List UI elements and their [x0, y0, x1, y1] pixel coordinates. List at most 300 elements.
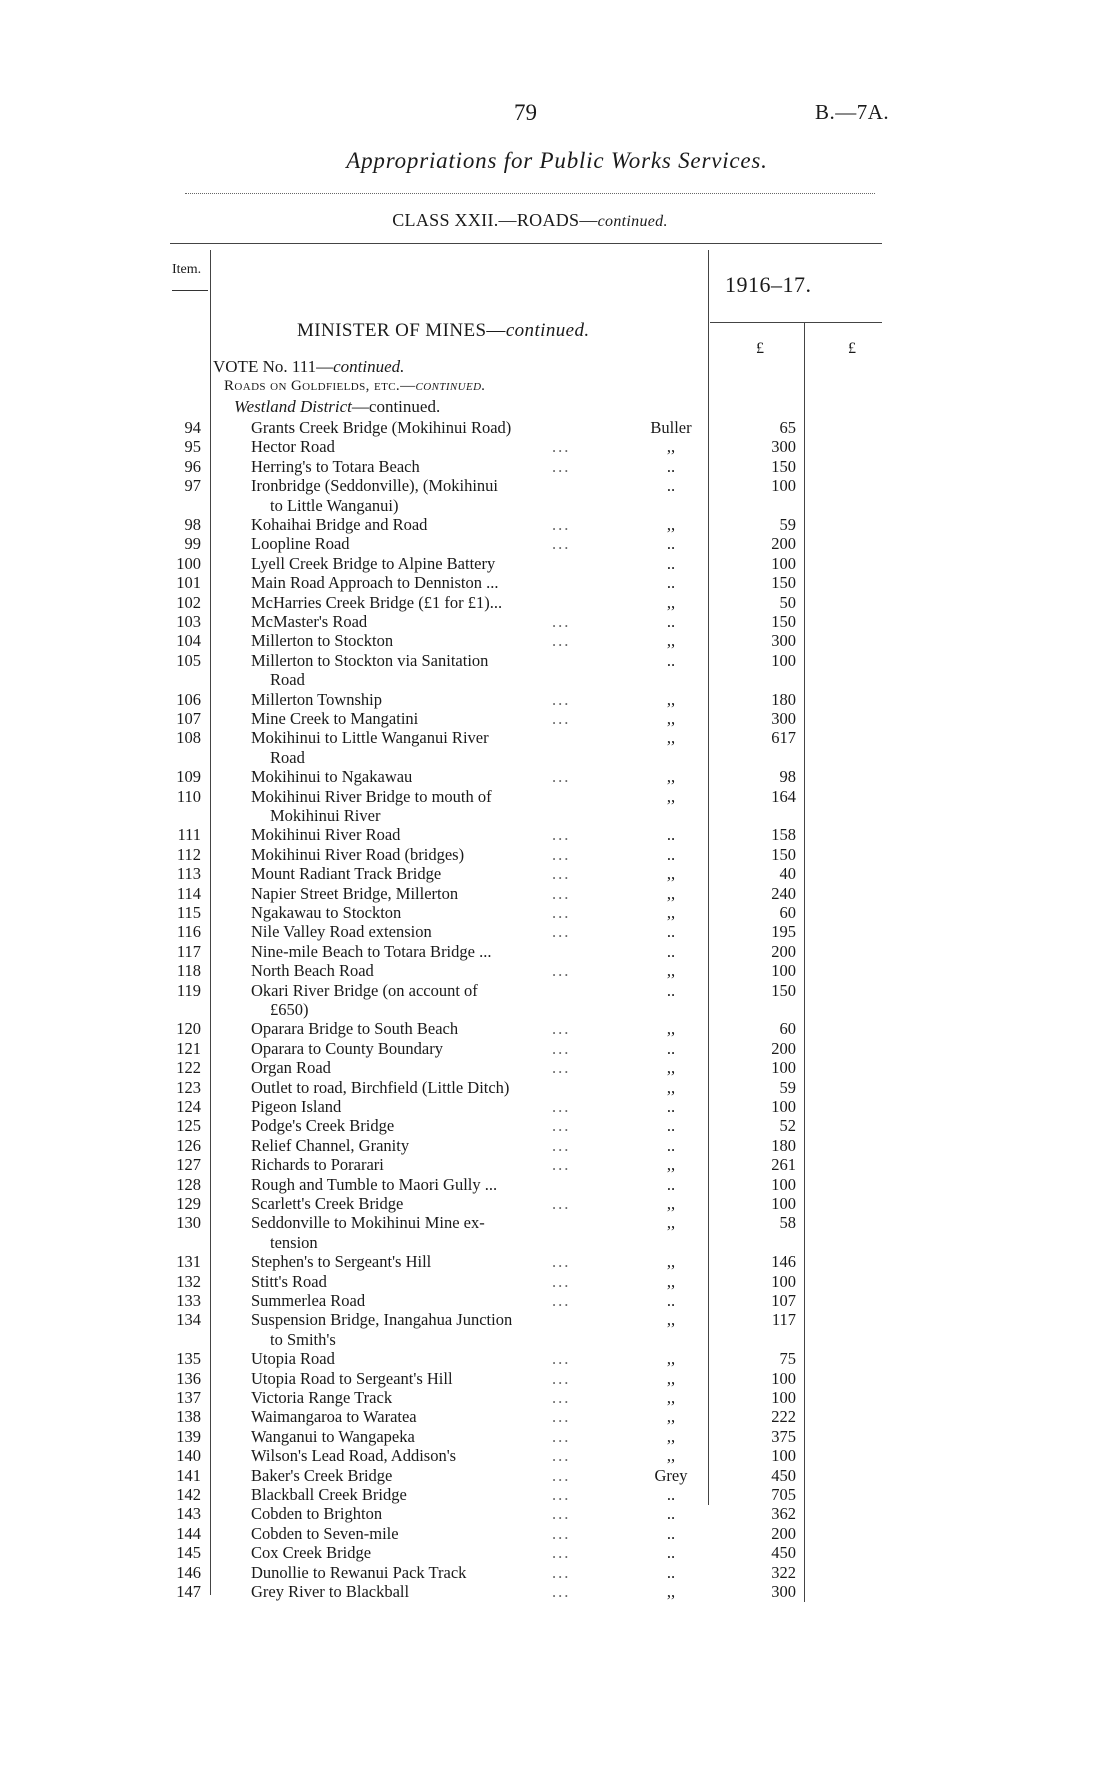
- amount-value: 75: [779, 1349, 796, 1368]
- table-row: [0, 554, 1114, 573]
- amount-value: 362: [771, 1504, 796, 1523]
- leader-dots: ...: [552, 1116, 571, 1135]
- table-row: [0, 1310, 1114, 1329]
- item-description: Oparara Bridge to South Beach: [251, 1019, 459, 1038]
- item-description: Cox Creek Bridge: [251, 1543, 372, 1562]
- table-row: [0, 1582, 1114, 1601]
- amount-value: 60: [779, 903, 796, 922]
- table-row: [0, 1291, 1114, 1310]
- item-description: Nile Valley Road extension: [251, 922, 432, 941]
- county-name: ,,: [666, 709, 676, 728]
- item-number: 146: [176, 1563, 201, 1582]
- item-number: 140: [176, 1446, 201, 1465]
- county-name: ,,: [666, 1310, 676, 1329]
- amount-value: 100: [771, 1369, 796, 1388]
- district-heading-suffix: —continued.: [351, 397, 441, 416]
- table-row: [0, 631, 1114, 650]
- item-description: Wilson's Lead Road, Addison's: [251, 1446, 457, 1465]
- leader-dots: ...: [552, 1097, 571, 1116]
- item-number: 137: [176, 1388, 201, 1407]
- class-heading-suffix: continued.: [597, 213, 668, 230]
- table-row: [0, 728, 1114, 747]
- pound-unit-label: £: [848, 340, 856, 357]
- amount-value: 450: [771, 1543, 796, 1562]
- item-description: Ngakawau to Stockton: [251, 903, 402, 922]
- county-name: ..: [666, 1524, 676, 1543]
- item-number: 131: [176, 1252, 201, 1271]
- leader-dots: ...: [552, 1563, 571, 1582]
- item-number: 102: [176, 593, 201, 612]
- item-description: Seddonville to Mokihinui Mine ex-: [251, 1213, 485, 1232]
- county-name: ,,: [666, 1407, 676, 1426]
- item-description: Cobden to Seven-mile: [251, 1524, 399, 1543]
- item-description: Cobden to Brighton: [251, 1504, 383, 1523]
- item-description: £650): [270, 1000, 309, 1019]
- leader-dots: ...: [552, 1485, 571, 1504]
- leader-dots: ...: [552, 1582, 571, 1601]
- leader-dots: ...: [552, 825, 571, 844]
- amount-value: 200: [771, 534, 796, 553]
- amount-value: 150: [771, 457, 796, 476]
- leader-dots: ...: [552, 1369, 571, 1388]
- year-header-underline: [710, 322, 882, 323]
- county-name: ..: [666, 1175, 676, 1194]
- roads-subheading-text: Roads on Goldfields, etc.—: [224, 378, 416, 394]
- table-row: [0, 651, 1114, 670]
- item-description: Richards to Porarari: [251, 1155, 384, 1174]
- table-row: [0, 767, 1114, 786]
- leader-dots: ...: [552, 1058, 571, 1077]
- item-description: Stitt's Road: [251, 1272, 327, 1291]
- item-description: Road: [270, 670, 305, 689]
- county-name: ,,: [666, 767, 676, 786]
- amount-value: 300: [771, 709, 796, 728]
- county-name: ,,: [666, 631, 676, 650]
- table-row: [0, 1466, 1114, 1485]
- item-number: 122: [176, 1058, 201, 1077]
- item-number: 125: [176, 1116, 201, 1135]
- item-number: 118: [176, 961, 201, 980]
- item-number: 133: [176, 1291, 201, 1310]
- table-row: [0, 1116, 1114, 1135]
- county-name: ..: [666, 942, 676, 961]
- class-heading: [0, 210, 1060, 231]
- item-number: 147: [176, 1582, 201, 1601]
- leader-dots: ...: [552, 709, 571, 728]
- amount-value: 450: [771, 1466, 796, 1485]
- item-number: 106: [176, 690, 201, 709]
- item-description: Main Road Approach to Denniston ...: [251, 573, 499, 592]
- item-number: 97: [184, 476, 201, 495]
- county-name: ..: [666, 534, 676, 553]
- table-row: [0, 573, 1114, 592]
- table-row: [0, 476, 1114, 495]
- item-number: 120: [176, 1019, 201, 1038]
- item-description: Mokihinui to Little Wanganui River: [251, 728, 489, 747]
- item-number: 104: [176, 631, 201, 650]
- table-row: [0, 1252, 1114, 1271]
- leader-dots: ...: [552, 864, 571, 883]
- item-number: 108: [176, 728, 201, 747]
- county-name: ,,: [666, 864, 676, 883]
- item-number: 124: [176, 1097, 201, 1116]
- table-row: [0, 1155, 1114, 1174]
- leader-dots: ...: [552, 1504, 571, 1523]
- item-number: 114: [176, 884, 201, 903]
- amount-value: 150: [771, 612, 796, 631]
- amount-value: 158: [771, 825, 796, 844]
- item-description: Relief Channel, Granity: [251, 1136, 410, 1155]
- item-description: to Smith's: [270, 1330, 336, 1349]
- item-number: 112: [176, 845, 201, 864]
- leader-dots: ...: [552, 1407, 571, 1426]
- item-number: 123: [176, 1078, 201, 1097]
- item-number: 141: [176, 1466, 201, 1485]
- table-row: [0, 1097, 1114, 1116]
- county-name: ,,: [666, 1019, 676, 1038]
- item-description: tension: [270, 1233, 318, 1252]
- table-row: [0, 1369, 1114, 1388]
- item-description: Kohaihai Bridge and Road: [251, 515, 428, 534]
- minister-heading: [297, 320, 590, 342]
- amount-value: 40: [779, 864, 796, 883]
- item-description: Ironbridge (Seddonville), (Mokihinui: [251, 476, 499, 495]
- item-description: McMaster's Road: [251, 612, 368, 631]
- leader-dots: ...: [552, 1272, 571, 1291]
- page-title: Appropriations for Public Works Services.: [346, 148, 768, 173]
- table-row-continuation: [0, 1233, 1114, 1252]
- leader-dots: ...: [552, 457, 571, 476]
- item-description: Dunollie to Rewanui Pack Track: [251, 1563, 467, 1582]
- item-number: 101: [176, 573, 201, 592]
- county-name: ,,: [666, 1078, 676, 1097]
- county-name: ,,: [666, 728, 676, 747]
- amount-value: 59: [779, 515, 796, 534]
- amount-value: 180: [771, 690, 796, 709]
- page-number: 79: [514, 100, 537, 125]
- county-name: ,,: [666, 1213, 676, 1232]
- county-name: ..: [666, 1504, 676, 1523]
- table-row-continuation: [0, 670, 1114, 689]
- item-description: Outlet to road, Birchfield (Little Ditch): [251, 1078, 510, 1097]
- leader-dots: ...: [552, 1252, 571, 1271]
- county-name: ,,: [666, 1194, 676, 1213]
- amount-value: 300: [771, 631, 796, 650]
- item-number: 94: [184, 418, 201, 437]
- pound-unit-label: £: [756, 340, 764, 357]
- county-name: ,,: [666, 903, 676, 922]
- vote-heading-suffix: continued.: [333, 357, 405, 376]
- item-description: Suspension Bridge, Inangahua Junction: [251, 1310, 513, 1329]
- table-row: [0, 1349, 1114, 1368]
- leader-dots: ...: [552, 1427, 571, 1446]
- county-name: ,,: [666, 1252, 676, 1271]
- leader-dots: ...: [552, 845, 571, 864]
- amount-value: 52: [779, 1116, 796, 1135]
- amount-value: 146: [771, 1252, 796, 1271]
- table-row: [0, 1485, 1114, 1504]
- title-divider: [185, 193, 875, 194]
- item-number: 144: [176, 1524, 201, 1543]
- county-name: ,,: [666, 1427, 676, 1446]
- amount-value: 195: [771, 922, 796, 941]
- county-name: ..: [666, 1563, 676, 1582]
- item-number: 130: [176, 1213, 201, 1232]
- item-number: 121: [176, 1039, 201, 1058]
- table-row: [0, 418, 1114, 437]
- amount-value: 200: [771, 1039, 796, 1058]
- item-number: 95: [184, 437, 201, 456]
- table-row: [0, 1078, 1114, 1097]
- item-number: 129: [176, 1194, 201, 1213]
- amount-value: 617: [771, 728, 796, 747]
- document-code: B.—7A.: [815, 100, 890, 124]
- item-header-underline: [172, 290, 208, 291]
- leader-dots: ...: [552, 1019, 571, 1038]
- item-number: 117: [176, 942, 201, 961]
- table-row: [0, 1213, 1114, 1232]
- item-number: 127: [176, 1155, 201, 1174]
- item-description: Mokihinui River Road (bridges): [251, 845, 465, 864]
- table-row: [0, 1543, 1114, 1562]
- amount-value: 100: [771, 1272, 796, 1291]
- item-number: 105: [176, 651, 201, 670]
- leader-dots: ...: [552, 1446, 571, 1465]
- item-number: 143: [176, 1504, 201, 1523]
- table-row: [0, 709, 1114, 728]
- item-description: Okari River Bridge (on account of: [251, 981, 478, 1000]
- item-number: 103: [176, 612, 201, 631]
- county-name: ..: [666, 1039, 676, 1058]
- leader-dots: ...: [552, 631, 571, 650]
- item-description: Nine-mile Beach to Totara Bridge ...: [251, 942, 492, 961]
- item-description: Organ Road: [251, 1058, 331, 1077]
- county-name: ,,: [666, 1369, 676, 1388]
- item-description: Podge's Creek Bridge: [251, 1116, 395, 1135]
- item-description: Summerlea Road: [251, 1291, 366, 1310]
- amount-value: 100: [771, 1058, 796, 1077]
- item-description: Pigeon Island: [251, 1097, 342, 1116]
- item-number: 139: [176, 1427, 201, 1446]
- county-name: ,,: [666, 1349, 676, 1368]
- table-row: [0, 1175, 1114, 1194]
- table-row: [0, 845, 1114, 864]
- county-name: ,,: [666, 961, 676, 980]
- amount-value: 150: [771, 981, 796, 1000]
- minister-heading-suffix: continued.: [505, 320, 590, 341]
- county-name: ,,: [666, 1058, 676, 1077]
- amount-value: 200: [771, 1524, 796, 1543]
- item-description: Mokihinui River Road: [251, 825, 401, 844]
- amount-value: 100: [771, 554, 796, 573]
- county-name: ..: [666, 554, 676, 573]
- item-description: Utopia Road to Sergeant's Hill: [251, 1369, 453, 1388]
- item-number: 128: [176, 1175, 201, 1194]
- table-row-continuation: [0, 1330, 1114, 1349]
- amount-value: 117: [771, 1310, 796, 1329]
- leader-dots: ...: [552, 1388, 571, 1407]
- item-number: 115: [176, 903, 201, 922]
- item-number: 126: [176, 1136, 201, 1155]
- county-name: ,,: [666, 884, 676, 903]
- table-row: [0, 1388, 1114, 1407]
- county-name: ,,: [666, 437, 676, 456]
- item-number: 96: [184, 457, 201, 476]
- table-row: [0, 1504, 1114, 1523]
- table-row: [0, 437, 1114, 456]
- item-description: Road: [270, 748, 305, 767]
- county-name: ..: [666, 1291, 676, 1310]
- county-name: ..: [666, 922, 676, 941]
- table-row: [0, 1058, 1114, 1077]
- amount-value: 100: [771, 1446, 796, 1465]
- year-column-header: 1916–17.: [725, 272, 812, 297]
- leader-dots: ...: [552, 437, 571, 456]
- amount-value: 240: [771, 884, 796, 903]
- item-number: 132: [176, 1272, 201, 1291]
- county-name: ,,: [666, 1446, 676, 1465]
- county-name: ,,: [666, 787, 676, 806]
- county-name: ..: [666, 1097, 676, 1116]
- amount-value: 100: [771, 1388, 796, 1407]
- district-heading-text: Westland District: [234, 397, 352, 416]
- leader-dots: ...: [552, 534, 571, 553]
- leader-dots: ...: [552, 767, 571, 786]
- item-number: 100: [176, 554, 201, 573]
- district-heading: [234, 397, 440, 417]
- item-description: Herring's to Totara Beach: [251, 457, 420, 476]
- county-name: ..: [666, 1485, 676, 1504]
- county-name: ,,: [666, 1155, 676, 1174]
- county-name: ..: [666, 612, 676, 631]
- item-description: Millerton to Stockton: [251, 631, 394, 650]
- item-description: Napier Street Bridge, Millerton: [251, 884, 459, 903]
- table-row-continuation: [0, 748, 1114, 767]
- table-row: [0, 1524, 1114, 1543]
- item-description: Millerton Township: [251, 690, 383, 709]
- table-row: [0, 787, 1114, 806]
- table-row: [0, 1427, 1114, 1446]
- item-number: 134: [176, 1310, 201, 1329]
- table-row: [0, 942, 1114, 961]
- table-row: [0, 903, 1114, 922]
- item-number: 135: [176, 1349, 201, 1368]
- leader-dots: ...: [552, 1194, 571, 1213]
- amount-value: 107: [771, 1291, 796, 1310]
- amount-value: 150: [771, 845, 796, 864]
- leader-dots: ...: [552, 922, 571, 941]
- item-description: Rough and Tumble to Maori Gully ...: [251, 1175, 498, 1194]
- county-name: ..: [666, 845, 676, 864]
- item-description: North Beach Road: [251, 961, 374, 980]
- item-number: 110: [176, 787, 201, 806]
- leader-dots: ...: [552, 1543, 571, 1562]
- item-description: to Little Wanganui): [270, 496, 399, 515]
- item-description: Stephen's to Sergeant's Hill: [251, 1252, 432, 1271]
- roads-subheading: [224, 378, 486, 395]
- county-name: ,,: [666, 690, 676, 709]
- county-name: ..: [666, 476, 676, 495]
- county-name: Buller: [650, 418, 692, 437]
- county-name: ,,: [666, 515, 676, 534]
- table-row: [0, 922, 1114, 941]
- amount-value: 60: [779, 1019, 796, 1038]
- amount-value: 100: [771, 1194, 796, 1213]
- item-description: Utopia Road: [251, 1349, 335, 1368]
- leader-dots: ...: [552, 961, 571, 980]
- table-row-continuation: [0, 496, 1114, 515]
- item-number: 109: [176, 767, 201, 786]
- table-row: [0, 1019, 1114, 1038]
- county-name: ..: [666, 825, 676, 844]
- item-description: Victoria Range Track: [251, 1388, 393, 1407]
- leader-dots: ...: [552, 1155, 571, 1174]
- amount-value: 705: [771, 1485, 796, 1504]
- item-description: Lyell Creek Bridge to Alpine Battery: [251, 554, 496, 573]
- table-top-rule: [170, 243, 882, 244]
- item-number: 98: [184, 515, 201, 534]
- item-column-header: Item.: [172, 262, 202, 277]
- county-name: ..: [666, 1116, 676, 1135]
- item-description: Grey River to Blackball: [251, 1582, 410, 1601]
- item-number: 145: [176, 1543, 201, 1562]
- item-description: Waimangaroa to Waratea: [251, 1407, 417, 1426]
- table-row: [0, 593, 1114, 612]
- amount-value: 100: [771, 961, 796, 980]
- amount-value: 100: [771, 651, 796, 670]
- county-name: Grey: [654, 1466, 688, 1485]
- minister-heading-text: MINISTER OF MINES—: [297, 320, 506, 341]
- amount-value: 261: [771, 1155, 796, 1174]
- item-description: Mine Creek to Mangatini: [251, 709, 419, 728]
- item-number: 119: [176, 981, 201, 1000]
- table-row: [0, 690, 1114, 709]
- vote-heading: [213, 357, 404, 377]
- county-name: ,,: [666, 1272, 676, 1291]
- amount-value: 300: [771, 1582, 796, 1601]
- amount-value: 375: [771, 1427, 796, 1446]
- county-name: ..: [666, 1136, 676, 1155]
- amount-value: 322: [771, 1563, 796, 1582]
- table-row: [0, 612, 1114, 631]
- amount-value: 58: [779, 1213, 796, 1232]
- item-description: Blackball Creek Bridge: [251, 1485, 407, 1504]
- item-number: 116: [176, 922, 201, 941]
- item-number: 138: [176, 1407, 201, 1426]
- leader-dots: ...: [552, 612, 571, 631]
- table-row: [0, 1272, 1114, 1291]
- table-row: [0, 1039, 1114, 1058]
- amount-value: 100: [771, 1175, 796, 1194]
- table-row: [0, 1194, 1114, 1213]
- table-row: [0, 1563, 1114, 1582]
- leader-dots: ...: [552, 884, 571, 903]
- class-heading-text: CLASS XXII.—ROADS—: [392, 210, 598, 230]
- item-number: 107: [176, 709, 201, 728]
- county-name: ..: [666, 981, 676, 1000]
- leader-dots: ...: [552, 1524, 571, 1543]
- amount-value: 100: [771, 476, 796, 495]
- leader-dots: ...: [552, 1291, 571, 1310]
- county-name: ,,: [666, 593, 676, 612]
- amount-value: 180: [771, 1136, 796, 1155]
- item-description: Wanganui to Wangapeka: [251, 1427, 415, 1446]
- county-name: ,,: [666, 1388, 676, 1407]
- leader-dots: ...: [552, 903, 571, 922]
- table-row: [0, 515, 1114, 534]
- item-number: 113: [176, 864, 201, 883]
- item-description: Millerton to Stockton via Sanitation: [251, 651, 489, 670]
